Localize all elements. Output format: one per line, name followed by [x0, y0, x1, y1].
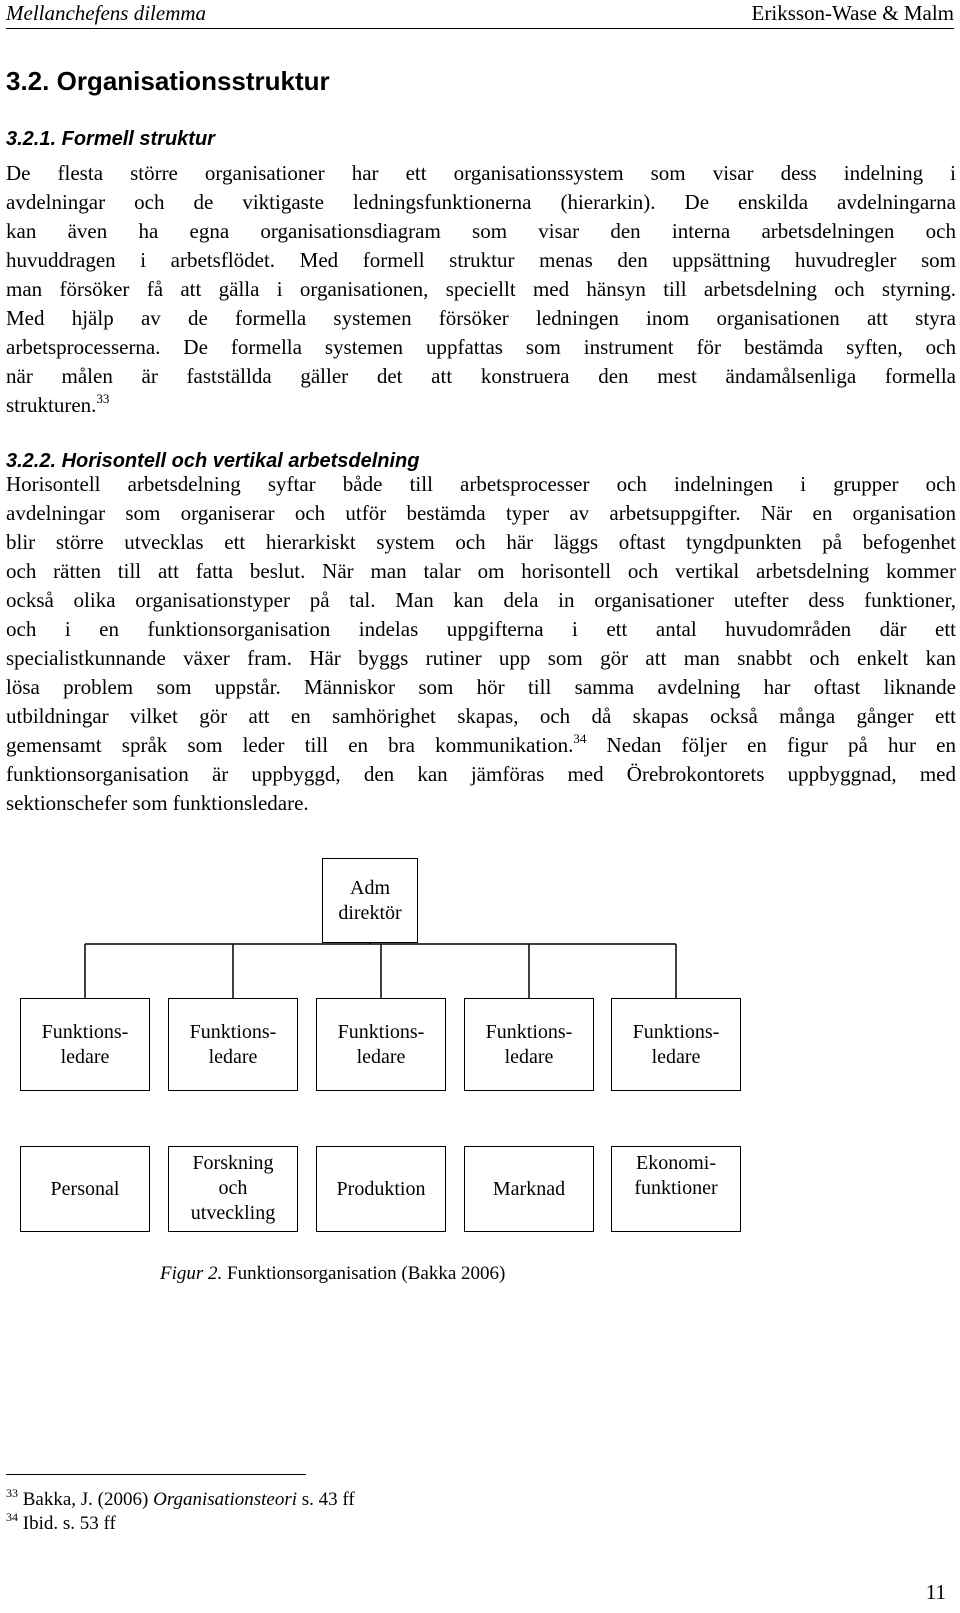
text-line: man försöker få att gälla i organisationen, speciellt med hänsyn till arbetsdelning och styrning. [6, 277, 956, 301]
org-box-department-ekonomi [611, 1146, 741, 1232]
subsection-title-horisontell: 3.2.2. Horisontell och vertikal arbetsdelning [6, 450, 420, 472]
org-box-funktionsledare [611, 998, 741, 1091]
org-box-funktionsledare [168, 998, 298, 1091]
box-text: Ekonomi- [636, 1152, 716, 1174]
text-line: arbetsprocesserna. De formella systemen uppfattas som instrument för bestämda syften, och [6, 335, 956, 359]
footnote-number: 34 [6, 1510, 18, 1524]
text-line: när målen är fastställda gäller det att konstruera den mest ändamålsenliga formella [6, 364, 956, 388]
box-text: utveckling [190, 1202, 276, 1224]
org-box-department-personal [20, 1146, 150, 1232]
footnote-title: Organisationsteori [153, 1489, 298, 1510]
box-text: ledare [504, 1045, 554, 1068]
text-line: och rätten till att fatta beslut. När man talar om horisontell och vertikal arbetsdelning kommer [6, 559, 956, 583]
text-line: huvuddragen i arbetsflödet. Med formell struktur menas den uppsättning huvudregler som [6, 248, 956, 272]
footnote-34 [6, 1510, 116, 1535]
org-box-department-marknad [464, 1146, 594, 1232]
text-line: lösa problem som uppstår. Människor som hör till samma avdelning har oftast liknande [6, 675, 956, 699]
org-box-department-produktion [316, 1146, 446, 1232]
header-authors: Eriksson-Wase & Malm [751, 1, 954, 25]
box-text: ledare [208, 1045, 258, 1068]
text-line: sektionschefer som funktionsledare. [6, 791, 309, 815]
caption-label: Figur 2. [160, 1263, 223, 1284]
box-text: Funktions- [337, 1020, 425, 1043]
text-fragment: strukturen. [6, 393, 97, 417]
text-fragment: gemensamt språk som leder till en bra kommunikation. [6, 733, 574, 757]
footnote-text: Ibid. s. 53 ff [22, 1513, 116, 1534]
box-text: ledare [356, 1045, 406, 1068]
subsection-title-formell: 3.2.1. Formell struktur [6, 128, 215, 150]
box-text: funktioner [634, 1177, 718, 1199]
org-box-adm-direktor [322, 858, 418, 943]
text-line: De flesta större organisationer har ett organisationssystem som visar dess indelning i [6, 161, 956, 185]
figure-caption [160, 1263, 505, 1285]
footnote-divider [6, 1474, 306, 1475]
box-text: Personal [50, 1177, 120, 1200]
box-text: Adm [350, 876, 390, 899]
text-line: och i en funktionsorganisation indelas uppgifterna i ett antal huvudområden där ett [6, 617, 956, 641]
text-line: Horisontell arbetsdelning syftar både till arbetsprocesser och indelningen i grupper och [6, 472, 956, 496]
box-text: Funktions- [189, 1020, 277, 1043]
org-box-funktionsledare [316, 998, 446, 1091]
section-title: 3.2. Organisationsstruktur [6, 66, 330, 96]
text-line: avdelningar som organiserar och utför bestämda typer av arbetsuppgifter. När en organisation [6, 501, 956, 525]
text-fragment: Nedan följer en figur på hur en [586, 733, 956, 757]
text-line: avdelningar och de viktigaste ledningsfunktionerna (hierarkin). De enskilda avdelningarna [6, 190, 956, 214]
text-line: funktionsorganisation är uppbyggd, den kan jämföras med Örebrokontorets uppbyggnad, med [6, 762, 956, 786]
box-text: ledare [60, 1045, 110, 1068]
caption-text: Funktionsorganisation (Bakka 2006) [222, 1263, 506, 1284]
text-line: blir större utvecklas ett hierarkiskt system och här läggs oftast tyngdpunkten på befogenhet [6, 530, 956, 554]
footnote-text: Bakka, J. (2006) [22, 1489, 154, 1510]
box-text: Funktions- [41, 1020, 129, 1043]
box-text: och [218, 1177, 248, 1199]
box-text: ledare [651, 1045, 701, 1068]
text-line: kan även ha egna organisationsdiagram som visar den interna arbetsdelningen och [6, 219, 956, 243]
org-box-funktionsledare [20, 998, 150, 1091]
org-box-department-forskning [168, 1146, 298, 1232]
page-number: 11 [925, 1580, 946, 1604]
text-line: utbildningar vilket gör att en samhörighet skapas, och då skapas också många gånger ett [6, 704, 956, 728]
box-text: Forskning [192, 1152, 274, 1174]
footnote-33 [6, 1486, 355, 1511]
header-title: Mellanchefens dilemma [6, 1, 207, 25]
box-text: direktör [338, 901, 402, 924]
box-text: Produktion [336, 1177, 426, 1200]
footnote-ref[interactable]: 34 [573, 731, 587, 746]
footnote-text: s. 43 ff [297, 1489, 355, 1510]
text-line: också olika organisationstyper på tal. Man kan dela in organisationer utefter dess funktioner, [6, 588, 956, 612]
text-line: specialistkunnande växer fram. Här byggs rutiner upp som gör att man snabbt och enkelt kan [6, 646, 956, 670]
box-text: Marknad [492, 1177, 566, 1200]
box-text: Funktions- [632, 1020, 720, 1043]
box-text: Funktions- [485, 1020, 573, 1043]
footnote-ref[interactable]: 33 [96, 391, 110, 406]
footnote-number: 33 [6, 1486, 18, 1500]
org-box-funktionsledare [464, 998, 594, 1091]
text-line: Med hjälp av de formella systemen försöker ledningen inom organisationen att styra [6, 306, 956, 330]
